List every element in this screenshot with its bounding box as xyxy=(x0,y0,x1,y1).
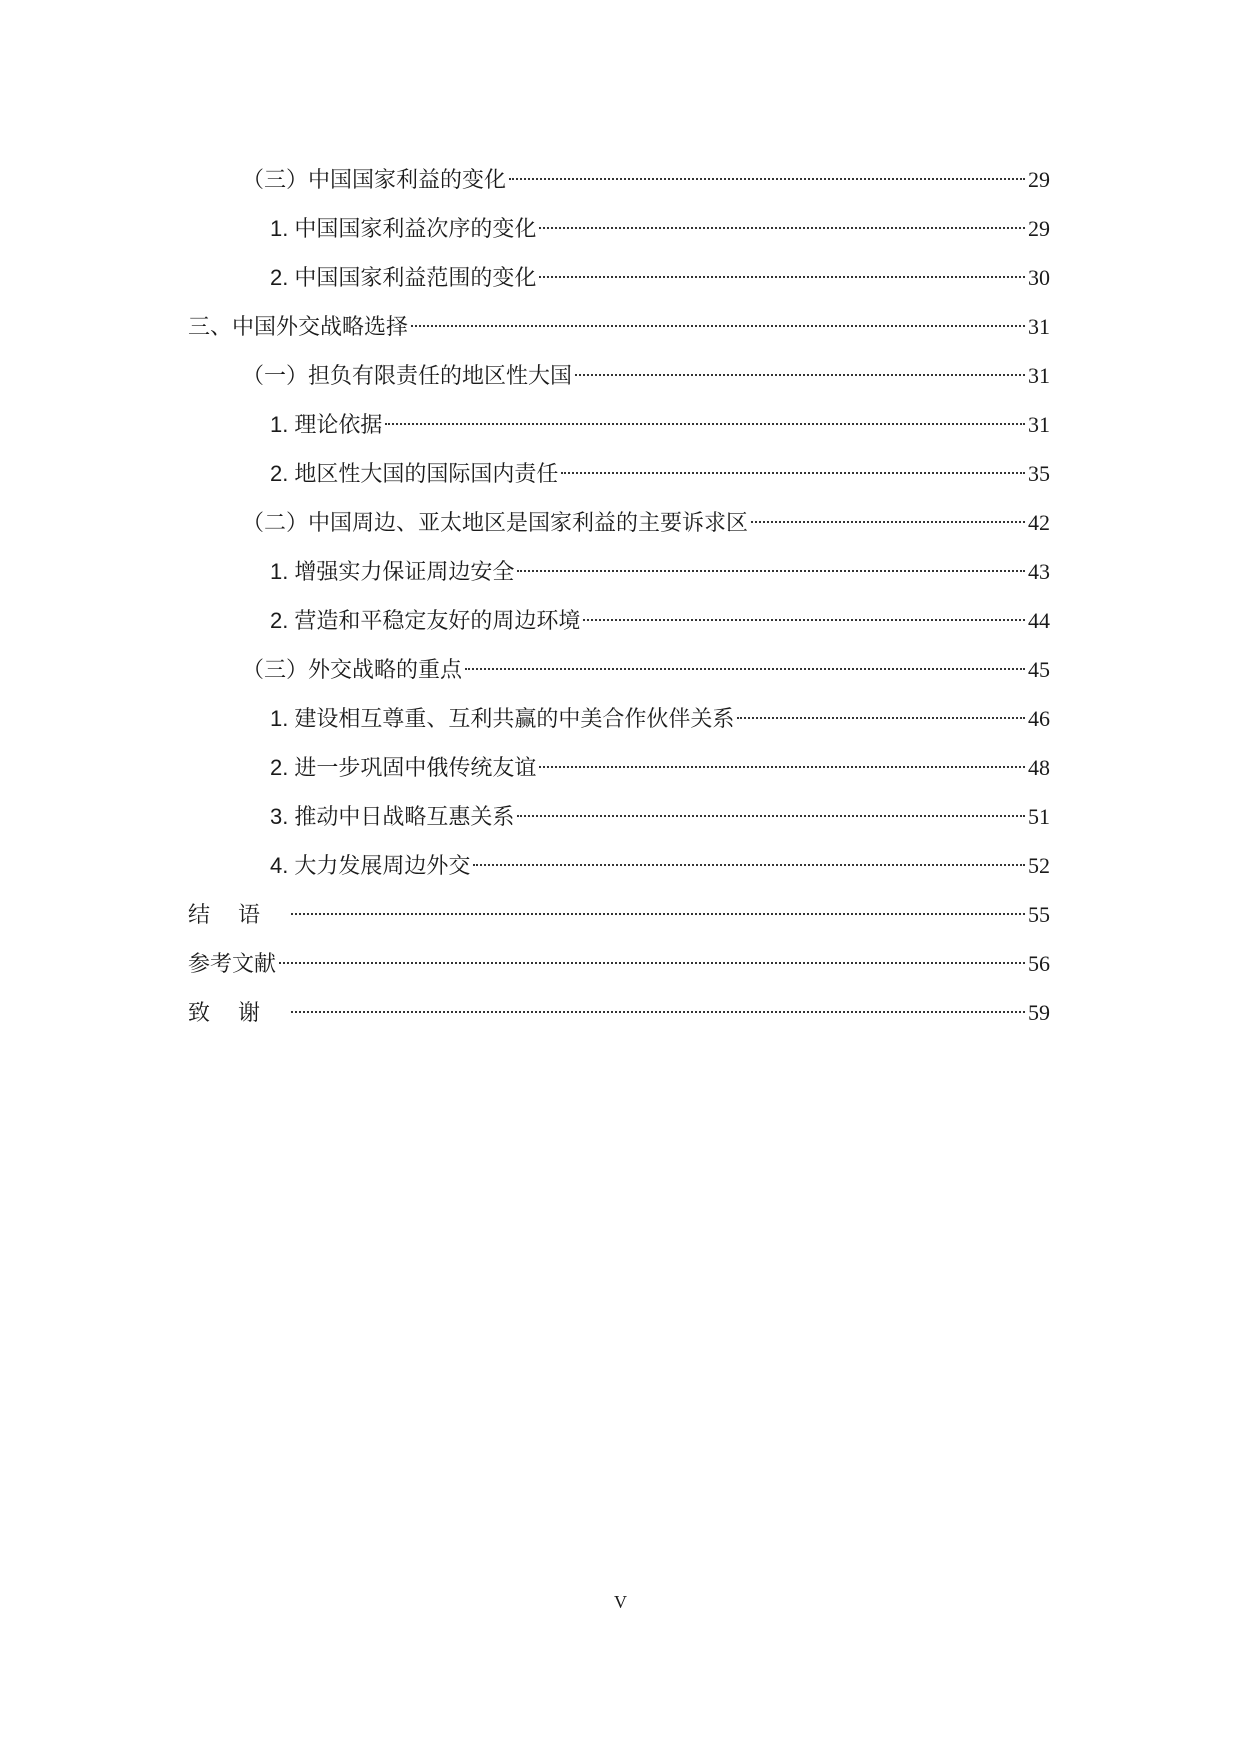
dot-leader xyxy=(751,521,1025,523)
toc-entry-number: 4. xyxy=(270,853,289,878)
toc-entry-title: 增强实力保证周边安全 xyxy=(294,560,515,585)
dot-leader xyxy=(737,717,1025,719)
toc-entry-page: 45 xyxy=(1028,657,1050,682)
toc-entry[interactable] xyxy=(188,253,1050,302)
toc-entry-title: 建设相互尊重、互利共赢的中美合作伙伴关系 xyxy=(294,707,735,732)
toc-entry-title: （三）中国国家利益的变化 xyxy=(242,168,507,193)
toc-entry-title: （二）中国周边、亚太地区是国家利益的主要诉求区 xyxy=(242,511,749,536)
toc-entry[interactable] xyxy=(188,645,1050,694)
toc-entry-title: 结语 xyxy=(188,903,289,928)
toc-entry-page: 35 xyxy=(1028,461,1050,486)
toc-entry-title: 中国国家利益次序的变化 xyxy=(294,217,537,242)
toc-entry-title: （三）外交战略的重点 xyxy=(242,658,463,683)
page-number: V xyxy=(614,1592,627,1612)
toc-entry-title: 大力发展周边外交 xyxy=(294,854,471,879)
dot-leader xyxy=(291,913,1025,915)
toc-entry[interactable] xyxy=(188,694,1050,743)
toc-entry-title: （一）担负有限责任的地区性大国 xyxy=(242,364,573,389)
toc-entry[interactable] xyxy=(188,890,1050,939)
dot-leader xyxy=(539,227,1025,229)
toc-entry[interactable] xyxy=(188,400,1050,449)
table-of-contents xyxy=(188,155,1050,1037)
toc-entry[interactable] xyxy=(188,792,1050,841)
toc-entry-number: 2. xyxy=(270,608,289,633)
toc-entry[interactable] xyxy=(188,841,1050,890)
dot-leader xyxy=(575,374,1025,376)
toc-entry-number: 2. xyxy=(270,755,289,780)
toc-entry-page: 29 xyxy=(1028,216,1050,241)
toc-entry[interactable] xyxy=(188,547,1050,596)
dot-leader xyxy=(561,472,1025,474)
dot-leader xyxy=(509,178,1025,180)
toc-entry-page: 31 xyxy=(1028,412,1050,437)
toc-entry-number: 1. xyxy=(270,216,289,241)
dot-leader xyxy=(473,864,1025,866)
toc-entry-title: 致谢 xyxy=(188,1001,289,1026)
toc-entry[interactable] xyxy=(188,498,1050,547)
toc-entry-title: 三、中国外交战略选择 xyxy=(188,315,409,340)
dot-leader xyxy=(583,619,1025,621)
toc-entry-page: 43 xyxy=(1028,559,1050,584)
dot-leader xyxy=(279,962,1025,964)
toc-entry[interactable] xyxy=(188,302,1050,351)
toc-entry[interactable] xyxy=(188,155,1050,204)
toc-entry-number: 3. xyxy=(270,804,289,829)
toc-entry-number: 1. xyxy=(270,412,289,437)
toc-entry-number: 1. xyxy=(270,706,289,731)
toc-entry[interactable] xyxy=(188,596,1050,645)
toc-entry-title: 理论依据 xyxy=(294,413,383,438)
toc-entry-title: 中国国家利益范围的变化 xyxy=(294,266,537,291)
toc-entry-page: 44 xyxy=(1028,608,1050,633)
dot-leader xyxy=(517,570,1025,572)
dot-leader xyxy=(539,766,1025,768)
toc-entry-page: 29 xyxy=(1028,167,1050,192)
dot-leader xyxy=(291,1011,1025,1013)
toc-entry-page: 42 xyxy=(1028,510,1050,535)
toc-entry-title: 地区性大国的国际国内责任 xyxy=(294,462,559,487)
toc-entry-page: 55 xyxy=(1028,902,1050,927)
toc-entry-title: 推动中日战略互惠关系 xyxy=(294,805,515,830)
toc-entry-page: 51 xyxy=(1028,804,1050,829)
toc-entry-page: 52 xyxy=(1028,853,1050,878)
toc-entry-number: 2. xyxy=(270,461,289,486)
toc-entry-title: 进一步巩固中俄传统友谊 xyxy=(294,756,537,781)
toc-entry-number: 1. xyxy=(270,559,289,584)
toc-entry-page: 30 xyxy=(1028,265,1050,290)
dot-leader xyxy=(539,276,1025,278)
toc-entry[interactable] xyxy=(188,449,1050,498)
dot-leader xyxy=(411,325,1025,327)
toc-entry-title: 营造和平稳定友好的周边环境 xyxy=(294,609,581,634)
toc-entry-page: 56 xyxy=(1028,951,1050,976)
toc-entry-page: 31 xyxy=(1028,363,1050,388)
toc-entry-page: 48 xyxy=(1028,755,1050,780)
dot-leader xyxy=(517,815,1025,817)
toc-entry-page: 59 xyxy=(1028,1000,1050,1025)
toc-entry[interactable] xyxy=(188,939,1050,988)
toc-entry[interactable] xyxy=(188,204,1050,253)
toc-entry-title: 参考文献 xyxy=(188,952,277,977)
toc-entry-page: 31 xyxy=(1028,314,1050,339)
toc-entry-number: 2. xyxy=(270,265,289,290)
toc-entry-page: 46 xyxy=(1028,706,1050,731)
toc-entry[interactable] xyxy=(188,743,1050,792)
toc-entry[interactable] xyxy=(188,988,1050,1037)
dot-leader xyxy=(385,423,1025,425)
toc-entry[interactable] xyxy=(188,351,1050,400)
dot-leader xyxy=(465,668,1025,670)
